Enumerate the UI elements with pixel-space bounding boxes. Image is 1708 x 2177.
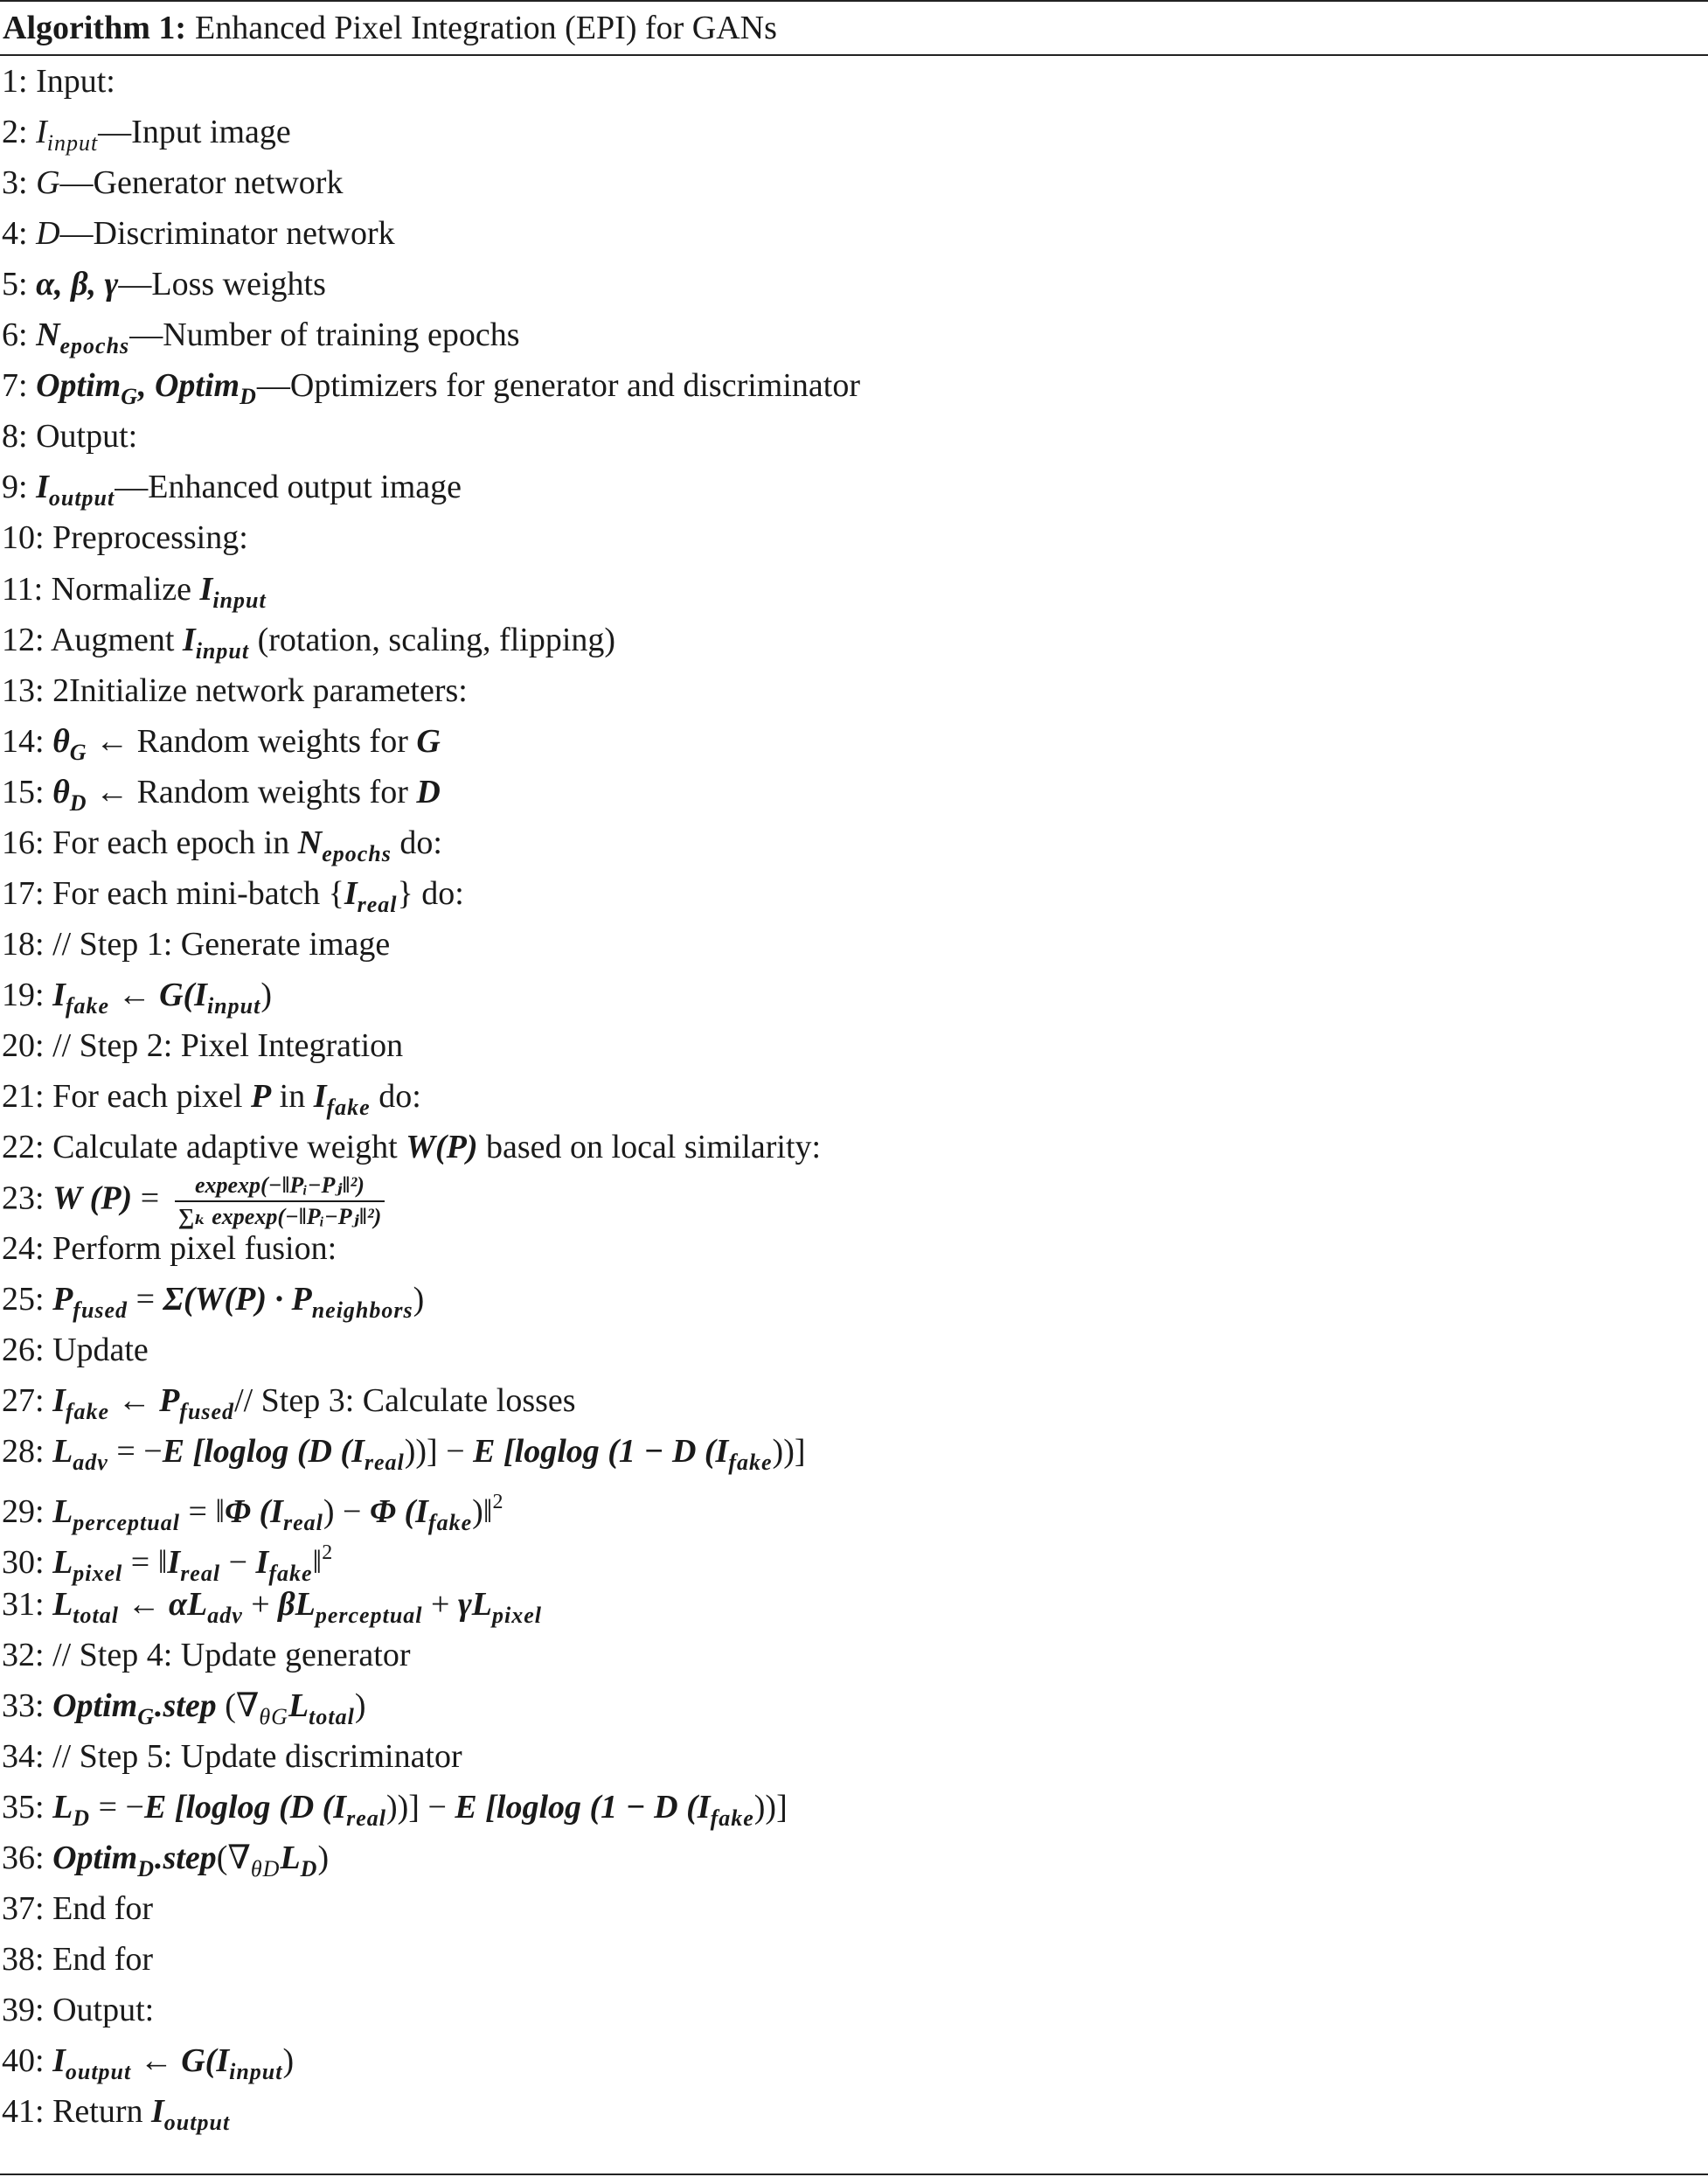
- math-subscript: D: [300, 1855, 318, 1881]
- algorithm-line: [2, 1375, 576, 1426]
- line-text: Preprocessing:: [52, 519, 248, 557]
- line-number: 13:: [2, 671, 45, 709]
- line-text: Calculate adaptive weight: [52, 1129, 406, 1166]
- math-symbol: .step: [154, 1839, 217, 1876]
- line-number: 3:: [2, 164, 28, 202]
- line-text: ←: [109, 1382, 160, 1420]
- math-symbol: E [loglog (D (I: [143, 1788, 347, 1826]
- line-text: Update: [52, 1332, 149, 1369]
- line-number: 32:: [2, 1636, 45, 1673]
- math-subscript: pixel: [73, 1561, 123, 1587]
- line-text: ← Random weights for: [87, 773, 417, 810]
- line-text: )‖: [472, 1493, 493, 1531]
- algorithm-line: [2, 107, 291, 157]
- line-text: —Input image: [98, 114, 291, 151]
- math-subscript: real: [282, 1510, 323, 1536]
- line-text: ← Random weights for: [87, 722, 417, 760]
- math-symbol: I: [52, 1382, 66, 1420]
- line-number: 31:: [2, 1585, 45, 1623]
- line-text: ) −: [323, 1493, 370, 1531]
- algorithm-line: [2, 1477, 503, 1536]
- line-number: 2:: [2, 114, 28, 151]
- math-symbol: G: [416, 722, 441, 760]
- math-symbol: I: [36, 469, 49, 506]
- line-text: ): [317, 1839, 330, 1876]
- math-symbol: Optim: [52, 1687, 138, 1724]
- line-number: 30:: [2, 1544, 45, 1582]
- math-subscript: pixel: [491, 1602, 542, 1628]
- line-text: —Generator network: [59, 164, 344, 202]
- math-symbol: G: [36, 164, 60, 202]
- fraction: [175, 1172, 385, 1230]
- algorithm-line: [2, 1122, 821, 1172]
- line-text: =: [132, 1179, 168, 1217]
- line-number: 38:: [2, 1940, 45, 1978]
- line-text: ))] −: [385, 1788, 455, 1826]
- algorithm-line: [2, 208, 395, 259]
- math-symbol: α, β, γ: [36, 266, 119, 303]
- algorithm-line: [2, 1579, 542, 1630]
- math-subscript: fake: [710, 1805, 754, 1831]
- algorithm-line: [2, 1934, 153, 1985]
- algorithm-line: [2, 56, 115, 107]
- line-text: ←: [118, 1585, 169, 1623]
- line-text: = ‖: [122, 1544, 168, 1582]
- math-symbol: I: [255, 1544, 269, 1582]
- math-subscript: real: [180, 1561, 221, 1587]
- algorithm-line: [2, 868, 464, 919]
- line-text: +: [242, 1585, 279, 1623]
- line-text: // Step 1: Generate image: [52, 925, 391, 963]
- math-subscript: perceptual: [73, 1510, 180, 1536]
- algorithm-line: [2, 1527, 333, 1587]
- bottom-rule: [0, 2174, 1708, 2175]
- line-text: —Discriminator network: [59, 215, 395, 253]
- math-symbol: I: [151, 2093, 164, 2130]
- algorithm-title: Enhanced Pixel Integration (EPI) for GANs: [195, 10, 777, 46]
- line-text: ))] −: [404, 1433, 474, 1471]
- algorithm-line: [2, 615, 615, 665]
- math-symbol: P: [250, 1078, 272, 1115]
- line-text: in: [271, 1078, 314, 1115]
- line-number: 27:: [2, 1382, 45, 1420]
- line-text: (rotation, scaling, flipping): [249, 621, 616, 658]
- algorithm-lines: [0, 56, 1708, 2137]
- math-subscript: fake: [65, 1399, 110, 1425]
- math-subscript: D: [137, 1855, 155, 1881]
- algorithm-line: [2, 1731, 462, 1782]
- math-subscript: G: [69, 739, 87, 765]
- line-number: 23:: [2, 1179, 45, 1217]
- algorithm-line: [2, 462, 462, 512]
- math-symbol: I: [167, 1544, 181, 1582]
- algorithm-line: [2, 1833, 329, 1883]
- math-symbol: W(P): [406, 1129, 478, 1166]
- line-number: 35:: [2, 1788, 45, 1826]
- line-text: —Number of training epochs: [129, 316, 520, 354]
- line-text: ))]: [772, 1433, 806, 1471]
- line-number: 8:: [2, 418, 28, 456]
- algorithm-line: [2, 1274, 424, 1325]
- algorithm-line: [2, 1325, 149, 1375]
- math-subscript: output: [65, 2058, 132, 2084]
- algorithm-line: [2, 1223, 337, 1274]
- algorithm-line: [2, 1985, 154, 2035]
- line-text: Augment: [50, 621, 183, 658]
- line-text: = ‖: [179, 1493, 226, 1531]
- line-number: 16:: [2, 824, 45, 861]
- math-subscript: output: [163, 2110, 231, 2135]
- line-text: Normalize: [51, 570, 200, 608]
- algorithm-line: [2, 1426, 806, 1477]
- algorithm-line: [2, 259, 326, 310]
- line-text: For each pixel: [52, 1078, 251, 1115]
- math-symbol: N: [36, 316, 60, 354]
- math-subscript: D: [240, 384, 257, 410]
- math-symbol: αL: [168, 1585, 208, 1623]
- math-symbol: I: [199, 570, 213, 608]
- line-text: End for: [52, 1940, 154, 1978]
- math-subscript: adv: [73, 1450, 108, 1476]
- math-symbol: E [loglog (1 − D (I: [473, 1433, 729, 1471]
- line-text: = −: [90, 1788, 144, 1826]
- math-subscript: total: [309, 1703, 355, 1729]
- line-number: 33:: [2, 1687, 45, 1724]
- line-text: ))]: [753, 1788, 788, 1826]
- algorithm-line: [2, 970, 272, 1020]
- line-text: do:: [391, 824, 442, 861]
- math-symbol: θ: [52, 773, 70, 810]
- line-number: 7:: [2, 367, 28, 405]
- line-text: ‖: [312, 1544, 323, 1582]
- line-number: 17:: [2, 874, 45, 912]
- math-symbol: P: [159, 1382, 180, 1420]
- line-number: 40:: [2, 2041, 45, 2079]
- math-subscript: fake: [728, 1450, 773, 1476]
- line-number: 12:: [2, 621, 45, 658]
- math-symbol: L: [52, 1585, 73, 1623]
- line-number: 24:: [2, 1230, 45, 1268]
- math-subscript: fake: [427, 1510, 473, 1536]
- math-subscript: fake: [65, 992, 110, 1019]
- line-text: —Enhanced output image: [115, 469, 462, 506]
- algorithm-line: [2, 411, 137, 462]
- line-text: ): [413, 1281, 425, 1318]
- math-subscript: input: [212, 587, 267, 613]
- line-text: ←: [131, 2041, 182, 2079]
- math-symbol: L: [52, 1788, 73, 1826]
- math-subscript: epochs: [322, 840, 392, 866]
- algorithm-header: [0, 0, 1708, 54]
- math-subscript: adv: [207, 1602, 243, 1628]
- algorithm-line: [2, 665, 468, 716]
- algorithm-line: [2, 310, 520, 360]
- line-text: For each epoch in: [52, 824, 298, 861]
- line-number: 26:: [2, 1332, 45, 1369]
- algorithm-line: [2, 1020, 403, 1071]
- line-number: 14:: [2, 722, 45, 760]
- math-symbol: G(I: [181, 2041, 230, 2079]
- line-text: // Step 2: Pixel Integration: [52, 1026, 404, 1064]
- math-superscript: 2: [492, 1491, 503, 1514]
- math-symbol: L: [288, 1687, 309, 1724]
- math-subscript: output: [48, 485, 115, 511]
- algorithm-line: [2, 919, 390, 970]
- line-text: (∇: [216, 1839, 251, 1876]
- line-text: Return: [52, 2093, 151, 2130]
- math-subscript: D: [69, 789, 87, 816]
- algorithm-line: [2, 1680, 365, 1731]
- math-symbol: L: [52, 1493, 73, 1531]
- line-text: based on local similarity:: [477, 1129, 822, 1166]
- line-number: 9:: [2, 469, 28, 506]
- math-symbol: L: [280, 1839, 301, 1876]
- algorithm-line: [2, 767, 441, 817]
- math-symbol: I: [313, 1078, 327, 1115]
- line-number: 36:: [2, 1839, 45, 1876]
- math-symbol: Φ (I: [369, 1493, 428, 1531]
- line-number: 29:: [2, 1493, 45, 1531]
- line-text: = −: [108, 1433, 163, 1471]
- line-text: Perform pixel fusion:: [52, 1230, 337, 1268]
- algorithm-line: [2, 1883, 153, 1934]
- math-symbol: γL: [457, 1585, 492, 1623]
- line-text: ): [354, 1687, 366, 1724]
- line-number: 18:: [2, 925, 45, 963]
- algorithm-label: Algorithm 1:: [3, 10, 187, 46]
- line-text: // Step 5: Update discriminator: [52, 1737, 462, 1775]
- math-symbol: Optim: [36, 367, 122, 405]
- math-subscript: fused: [179, 1399, 235, 1425]
- math-symbol: I: [36, 114, 47, 151]
- line-number: 1:: [2, 63, 28, 100]
- math-subscript: input: [206, 992, 261, 1019]
- line-text: =: [128, 1281, 163, 1318]
- line-number: 19:: [2, 976, 45, 1013]
- math-superscript: 2: [322, 1541, 333, 1565]
- math-subscript: real: [364, 1450, 405, 1476]
- math-symbol: , Optim: [137, 367, 240, 405]
- math-symbol: βL: [278, 1585, 316, 1623]
- math-subscript: input: [195, 637, 250, 664]
- line-number: 25:: [2, 1281, 45, 1318]
- algorithm-line: [2, 1782, 788, 1833]
- line-number: 37:: [2, 1889, 45, 1927]
- fraction-numerator: expexp(−‖Pᵢ−Pⱼ‖²): [175, 1172, 385, 1202]
- math-symbol: I: [52, 2041, 66, 2079]
- math-subscript: total: [73, 1602, 119, 1628]
- line-number: 41:: [2, 2093, 45, 2130]
- line-text: // Step 4: Update generator: [52, 1636, 411, 1673]
- line-text: ): [260, 976, 272, 1013]
- line-text: // Step 3: Calculate losses: [234, 1382, 576, 1420]
- line-text: End for: [52, 1889, 154, 1927]
- algorithm-line: [2, 716, 441, 767]
- line-number: 34:: [2, 1737, 45, 1775]
- math-subscript: D: [73, 1805, 91, 1831]
- math-symbol: E [loglog (1 − D (I: [455, 1788, 711, 1826]
- line-number: 4:: [2, 215, 28, 253]
- line-text: —Loss weights: [118, 266, 326, 303]
- line-text: For each mini-batch {: [52, 874, 344, 912]
- fraction-denominator: ∑ₖ expexp(−‖Pᵢ−Pⱼ‖²): [177, 1204, 382, 1230]
- math-symbol: I: [182, 621, 196, 658]
- math-subscript: perceptual: [315, 1602, 423, 1628]
- math-subscript: fake: [268, 1561, 313, 1587]
- line-text: 2Initialize network parameters:: [52, 671, 468, 709]
- math-symbol: Σ(W(P) · P: [163, 1281, 312, 1318]
- math-subscript: neighbors: [311, 1297, 413, 1324]
- math-symbol: θ: [52, 722, 70, 760]
- algorithm-line: [2, 2086, 230, 2137]
- line-number: 11:: [2, 570, 44, 608]
- math-symbol: G(I: [159, 976, 207, 1013]
- math-symbol: W (P): [52, 1179, 133, 1217]
- math-subscript: real: [346, 1805, 386, 1831]
- math-subscript: real: [357, 891, 398, 917]
- math-subscript: G: [137, 1703, 155, 1729]
- line-number: 15:: [2, 773, 45, 810]
- math-subscript: epochs: [59, 333, 130, 359]
- algorithm-line: [2, 360, 860, 411]
- math-subscript: θG: [259, 1703, 288, 1729]
- algorithm-line: [2, 817, 442, 868]
- math-symbol: N: [297, 824, 323, 861]
- line-text: (∇: [216, 1687, 260, 1724]
- math-symbol: Φ (I: [225, 1493, 283, 1531]
- math-symbol: D: [36, 215, 60, 253]
- algorithm-line: [2, 1172, 385, 1230]
- math-subscript: fused: [73, 1297, 128, 1324]
- math-subscript: G: [121, 384, 138, 410]
- line-number: 20:: [2, 1026, 45, 1064]
- line-text: Output:: [52, 1991, 155, 2028]
- line-text: —Optimizers for generator and discriminator: [256, 367, 860, 405]
- line-text: ←: [109, 976, 160, 1013]
- line-number: 10:: [2, 519, 45, 557]
- math-subscript: θD: [250, 1855, 281, 1881]
- math-symbol: .step: [154, 1687, 217, 1724]
- line-number: 5:: [2, 266, 28, 303]
- line-number: 21:: [2, 1078, 45, 1115]
- line-number: 39:: [2, 1991, 45, 2028]
- line-number: 22:: [2, 1129, 45, 1166]
- algorithm-line: [2, 512, 248, 563]
- line-text: do:: [370, 1078, 421, 1115]
- line-text: } do:: [397, 874, 464, 912]
- line-text: Output:: [36, 418, 138, 456]
- algorithm-line: [2, 2035, 294, 2086]
- math-subscript: input: [229, 2058, 283, 2084]
- algorithm-line: [2, 1630, 411, 1680]
- math-symbol: Optim: [52, 1839, 138, 1876]
- line-text: +: [422, 1585, 458, 1623]
- line-text: ): [282, 2041, 295, 2079]
- math-symbol: E [loglog (D (I: [162, 1433, 365, 1471]
- math-symbol: L: [52, 1544, 73, 1582]
- line-text: Input:: [36, 63, 115, 100]
- math-symbol: L: [52, 1433, 73, 1471]
- line-number: 6:: [2, 316, 28, 354]
- math-symbol: P: [52, 1281, 73, 1318]
- math-symbol: I: [344, 874, 358, 912]
- algorithm-line: [2, 157, 343, 208]
- line-text: −: [220, 1544, 256, 1582]
- math-subscript: fake: [326, 1095, 371, 1120]
- line-number: 28:: [2, 1433, 45, 1471]
- math-symbol: D: [416, 773, 441, 810]
- algorithm-line: [2, 564, 267, 615]
- math-subscript: input: [46, 130, 99, 156]
- math-symbol: I: [52, 976, 66, 1013]
- algorithm-line: [2, 1071, 421, 1122]
